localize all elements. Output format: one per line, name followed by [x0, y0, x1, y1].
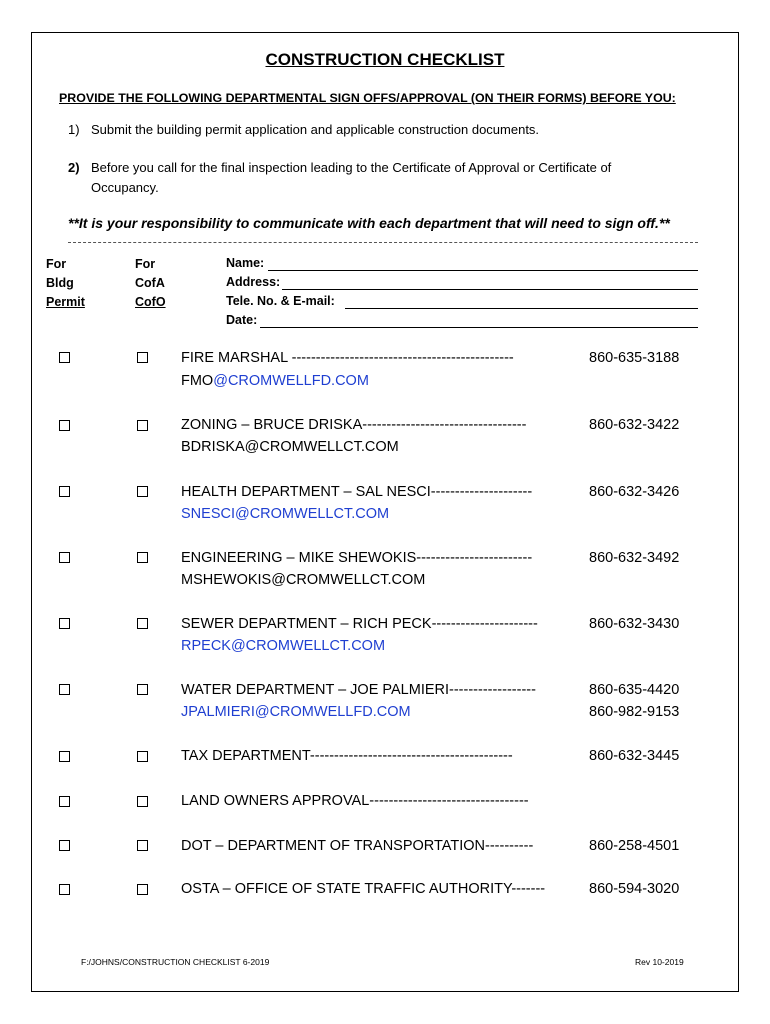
bldg-permit-checkbox[interactable] — [59, 684, 70, 695]
column-header-line: For — [46, 257, 67, 271]
bldg-permit-checkbox[interactable] — [59, 618, 70, 629]
bldg-permit-checkbox[interactable] — [59, 420, 70, 431]
column-header-line: Bldg — [46, 276, 74, 290]
date-field[interactable] — [260, 327, 698, 328]
bldg-permit-checkbox[interactable] — [59, 884, 70, 895]
department-email: MSHEWOKIS@CROMWELLCT.COM — [181, 572, 426, 588]
bldg-permit-checkbox[interactable] — [59, 796, 70, 807]
cofa-checkbox[interactable] — [137, 618, 148, 629]
department-email-link[interactable]: RPECK@CROMWELLCT.COM — [181, 638, 386, 654]
cofa-checkbox[interactable] — [137, 796, 148, 807]
department-email-link[interactable]: SNESCI@CROMWELLCT.COM — [181, 506, 390, 522]
department-phone: 860-632-3430 — [589, 616, 680, 632]
bldg-permit-checkbox[interactable] — [59, 751, 70, 762]
instruction-number: 1) — [68, 122, 80, 137]
department-phone: 860-632-3492 — [589, 550, 680, 566]
department-phone: 860-632-3445 — [589, 748, 680, 764]
department-phone: 860-258-4501 — [589, 838, 680, 854]
department-label: LAND OWNERS APPROVAL--------------------------------- — [181, 793, 529, 809]
department-phone: 860-594-3020 — [589, 881, 680, 897]
department-label: OSTA – OFFICE OF STATE TRAFFIC AUTHORITY------- — [181, 881, 546, 897]
department-label: DOT – DEPARTMENT OF TRANSPORTATION---------- — [181, 838, 534, 854]
department-label: SEWER DEPARTMENT – RICH PECK---------------------- — [181, 616, 538, 632]
department-label: TAX DEPARTMENT------------------------------------------ — [181, 748, 513, 764]
department-email: BDRISKA@CROMWELLCT.COM — [181, 439, 399, 455]
column-header-line: CofO — [135, 295, 166, 309]
bldg-permit-checkbox[interactable] — [59, 352, 70, 363]
tele-email-field[interactable] — [345, 308, 698, 309]
column-header-line: For — [135, 257, 156, 271]
bldg-permit-checkbox[interactable] — [59, 486, 70, 497]
bldg-permit-checkbox[interactable] — [59, 840, 70, 851]
footer-revision: Rev 10-2019 — [635, 957, 684, 967]
instruction-text-continued: Occupancy. — [91, 180, 159, 195]
name-field[interactable] — [268, 270, 698, 271]
address-field[interactable] — [282, 289, 698, 290]
bldg-permit-checkbox[interactable] — [59, 552, 70, 563]
department-label: ENGINEERING – MIKE SHEWOKIS------------------------ — [181, 550, 533, 566]
department-email-link[interactable]: JPALMIERI@CROMWELLFD.COM — [181, 704, 411, 720]
cofa-checkbox[interactable] — [137, 420, 148, 431]
department-label: FIRE MARSHAL ---------------------------------------------- — [181, 350, 514, 366]
cofa-cofo-column-header — [135, 255, 166, 312]
cofa-checkbox[interactable] — [137, 884, 148, 895]
tele-email-label: Tele. No. & E-mail: — [226, 294, 335, 308]
department-label: WATER DEPARTMENT – JOE PALMIERI------------------ — [181, 682, 536, 698]
department-phone: 860-632-3422 — [589, 417, 680, 433]
dashed-divider — [68, 242, 698, 243]
cofa-checkbox[interactable] — [137, 840, 148, 851]
column-header-line: Permit — [46, 295, 85, 309]
column-header-line: CofA — [135, 276, 165, 290]
department-email — [181, 373, 369, 389]
cofa-checkbox[interactable] — [137, 352, 148, 363]
email-link[interactable]: @CROMWELLFD.COM — [213, 373, 369, 389]
department-phone: 860-635-4420 — [589, 682, 680, 698]
instruction-text: Submit the building permit application and applicable construction documents. — [91, 122, 540, 137]
date-label: Date: — [226, 313, 258, 327]
department-phone: 860-632-3426 — [589, 484, 680, 500]
department-label: ZONING – BRUCE DRISKA---------------------------------- — [181, 417, 527, 433]
address-label: Address: — [226, 275, 281, 289]
instruction-text: Before you call for the final inspection leading to the Certificate of Approval or Certificate of — [91, 160, 612, 175]
page-title: CONSTRUCTION CHECKLIST — [265, 50, 505, 69]
cofa-checkbox[interactable] — [137, 552, 148, 563]
responsibility-warning: **It is your responsibility to communicate with each department that will need to sign off.** — [68, 215, 670, 231]
bldg-permit-column-header — [46, 255, 85, 312]
department-phone: 860-635-3188 — [589, 350, 680, 366]
cofa-checkbox[interactable] — [137, 486, 148, 497]
footer-file-path: F:/JOHNS/CONSTRUCTION CHECKLIST 6-2019 — [81, 957, 270, 967]
name-label: Name: — [226, 256, 265, 270]
department-phone-secondary: 860-982-9153 — [589, 704, 680, 720]
cofa-checkbox[interactable] — [137, 751, 148, 762]
email-prefix: FMO — [181, 373, 214, 389]
department-label: HEALTH DEPARTMENT – SAL NESCI--------------------- — [181, 484, 533, 500]
instruction-number: 2) — [68, 160, 80, 175]
cofa-checkbox[interactable] — [137, 684, 148, 695]
instructions-heading: PROVIDE THE FOLLOWING DEPARTMENTAL SIGN OFFS/APPROVAL (ON THEIR FORMS) BEFORE YOU: — [59, 91, 676, 105]
